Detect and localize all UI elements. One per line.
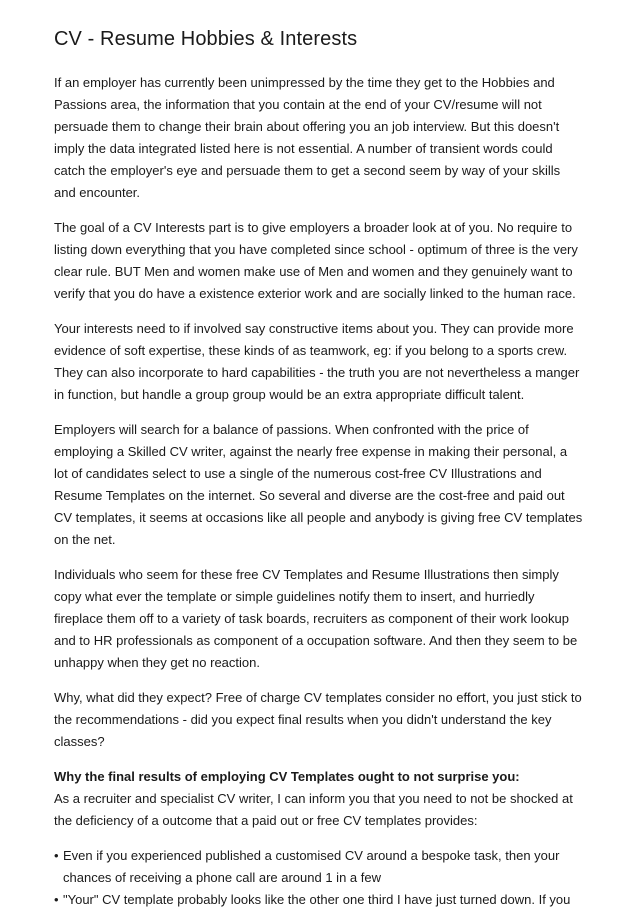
list-item — [54, 889, 584, 911]
paragraph-2: The goal of a CV Interests part is to give employers a broader look at of you. No require to listing down everything that you have completed since school - optimum of three is the very clear rule. BUT Men and women make use of Men and women and they genuinely want to verify that you do have a existence exterior work and are socially linked to the human race. — [54, 220, 578, 301]
bullet-marker: • — [54, 848, 59, 863]
section-subheading: Why the final results of employing CV Templates ought to not surprise you: — [54, 769, 520, 784]
subheading-paragraph: As a recruiter and specialist CV writer, I can inform you that you need to not be shocked at the deficiency of a outcome that a paid out or free CV templates provides: — [54, 791, 573, 828]
paragraph-1: If an employer has currently been unimpressed by the time they get to the Hobbies and Passions area, the information that you contain at the end of your CV/resume will not persuade them to change their brain about offering you an job interview. But this doesn't imply the data integrated listed here is not essential. A number of transient words could catch the employer's eye and persuade them to get a second seem by way of your skills and encounter. — [54, 75, 561, 200]
list-item — [54, 845, 584, 889]
bullet-marker: • — [54, 892, 59, 907]
bullet-list — [54, 845, 584, 911]
document-title: CV - Resume Hobbies & Interests — [54, 28, 358, 50]
bullet-text: Even if you experienced published a customised CV around a bespoke task, then your chances of receiving a phone call are around 1 in a few — [63, 848, 560, 885]
bullet-text: "Your" CV template probably looks like the other one third I have just turned down. If you — [63, 892, 571, 907]
paragraph-3: Your interests need to if involved say constructive items about you. They can provide more evidence of soft expertise, these kinds of as teamwork, eg: if you belong to a sports crew. They can also incorporate to hard capabilities - the truth you are not nevertheless a manger in function, but handle a group group would be an extra appropriate difficult talent. — [54, 321, 580, 402]
paragraph-5: Individuals who seem for these free CV Templates and Resume Illustrations then simply copy what ever the template or simple guidelines notify them to insert, and hurriedly fireplace them off to a variety of task boards, recruiters as component of their work lookup and to HR professionals as component of a occupation software. And then they seem to be unhappy when they get no reaction. — [54, 567, 578, 670]
paragraph-6: Why, what did they expect? Free of charge CV templates consider no effort, you just stick to the recommendations - did you expect final results when you didn't understand the key classes? — [54, 690, 582, 749]
paragraph-4: Employers will search for a balance of passions. When confronted with the price of employing a Skilled CV writer, against the nearly free expense in making their personal, a lot of candidates select to use a single of the numerous cost-free CV Illustrations and Resume Templates on the internet. So several and diverse are the cost-free and paid out CV templates, it seems at occasions like all people and anybody is giving free CV templates on the net. — [54, 422, 583, 547]
